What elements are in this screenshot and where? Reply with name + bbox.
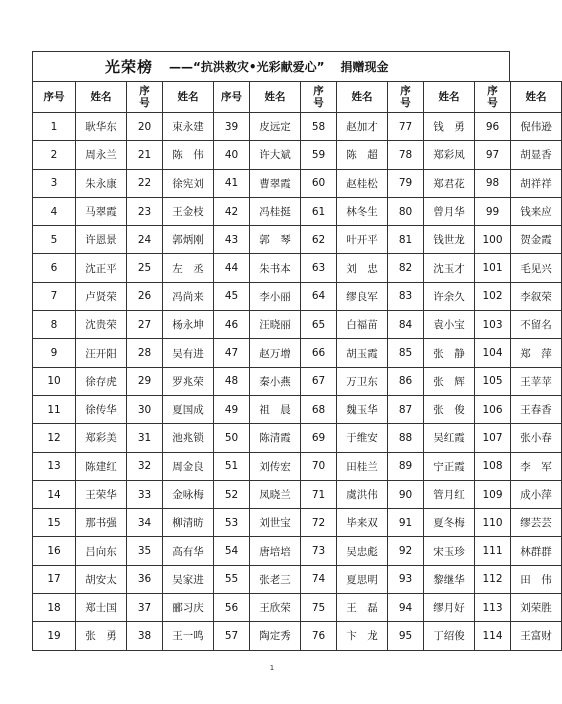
- serial-number-cell: 29: [127, 367, 163, 395]
- serial-number-cell: 78: [388, 141, 424, 169]
- donor-name-cell: 陈 伟: [163, 141, 214, 169]
- donor-name-cell: 冯桂挺: [250, 197, 301, 225]
- donor-name-cell: 卢贤荣: [76, 282, 127, 310]
- table-row: [33, 339, 562, 367]
- serial-number-cell: 3: [33, 169, 76, 197]
- table-row: [33, 424, 562, 452]
- page-subtitle-donation: 捐赠现金: [340, 60, 389, 74]
- serial-number-cell: 21: [127, 141, 163, 169]
- donor-name-cell: 刘 忠: [337, 254, 388, 282]
- donor-name-cell: 周永兰: [76, 141, 127, 169]
- donor-name-cell: 张小春: [511, 424, 562, 452]
- donor-name-cell: 池兆锁: [163, 424, 214, 452]
- serial-number-cell: 87: [388, 395, 424, 423]
- serial-number-cell: 62: [301, 226, 337, 254]
- serial-number-cell: 100: [475, 226, 511, 254]
- donor-name-cell: 林群群: [511, 537, 562, 565]
- serial-number-cell: 107: [475, 424, 511, 452]
- serial-number-cell: 66: [301, 339, 337, 367]
- serial-number-cell: 109: [475, 480, 511, 508]
- serial-number-cell: 101: [475, 254, 511, 282]
- donor-name-cell: 钱 勇: [424, 113, 475, 141]
- serial-number-cell: 74: [301, 565, 337, 593]
- serial-number-cell: 68: [301, 395, 337, 423]
- serial-number-cell: 19: [33, 622, 76, 650]
- donor-name-cell: 许余久: [424, 282, 475, 310]
- donor-name-cell: 许大斌: [250, 141, 301, 169]
- donor-name-cell: 曹翠霞: [250, 169, 301, 197]
- donor-name-cell: 李小丽: [250, 282, 301, 310]
- donor-name-cell: 成小萍: [511, 480, 562, 508]
- table-row: [33, 622, 562, 650]
- serial-number-cell: 42: [214, 197, 250, 225]
- donor-name-cell: 束永建: [163, 113, 214, 141]
- donor-name-cell: 刘世宝: [250, 509, 301, 537]
- donor-name-cell: 张 俊: [424, 395, 475, 423]
- donor-name-cell: 徐宪刘: [163, 169, 214, 197]
- serial-number-cell: 11: [33, 395, 76, 423]
- serial-number-cell: 23: [127, 197, 163, 225]
- serial-number-cell: 49: [214, 395, 250, 423]
- serial-number-cell: 22: [127, 169, 163, 197]
- serial-number-cell: 2: [33, 141, 76, 169]
- donor-name-cell: 缪良军: [337, 282, 388, 310]
- column-header-number: 序 号: [475, 82, 511, 113]
- donor-name-cell: 胡显香: [511, 141, 562, 169]
- donor-name-cell: 马翠霞: [76, 197, 127, 225]
- serial-number-cell: 52: [214, 480, 250, 508]
- serial-number-cell: 24: [127, 226, 163, 254]
- donor-name-cell: 唐培培: [250, 537, 301, 565]
- table-row: [33, 509, 562, 537]
- donor-name-cell: 沈正平: [76, 254, 127, 282]
- serial-number-cell: 54: [214, 537, 250, 565]
- serial-number-cell: 9: [33, 339, 76, 367]
- serial-number-cell: 85: [388, 339, 424, 367]
- table-row: [33, 197, 562, 225]
- donor-name-cell: 沈贵荣: [76, 311, 127, 339]
- serial-number-cell: 112: [475, 565, 511, 593]
- serial-number-cell: 80: [388, 197, 424, 225]
- serial-number-cell: 91: [388, 509, 424, 537]
- donor-name-cell: 高有华: [163, 537, 214, 565]
- donor-name-cell: 叶开平: [337, 226, 388, 254]
- serial-number-cell: 76: [301, 622, 337, 650]
- serial-number-cell: 43: [214, 226, 250, 254]
- donor-name-cell: 胡玉霞: [337, 339, 388, 367]
- donor-name-cell: 郑 萍: [511, 339, 562, 367]
- donor-name-cell: 陈清霞: [250, 424, 301, 452]
- serial-number-cell: 63: [301, 254, 337, 282]
- donor-name-cell: 缪月好: [424, 594, 475, 622]
- serial-number-cell: 56: [214, 594, 250, 622]
- donor-name-cell: 管月红: [424, 480, 475, 508]
- serial-number-cell: 40: [214, 141, 250, 169]
- donor-name-cell: 倪伟逊: [511, 113, 562, 141]
- donor-name-cell: 钱来应: [511, 197, 562, 225]
- serial-number-cell: 16: [33, 537, 76, 565]
- serial-number-cell: 45: [214, 282, 250, 310]
- donor-name-cell: 虞洪伟: [337, 480, 388, 508]
- donor-name-cell: 郦习庆: [163, 594, 214, 622]
- serial-number-cell: 1: [33, 113, 76, 141]
- serial-number-cell: 64: [301, 282, 337, 310]
- donor-name-cell: 金咏梅: [163, 480, 214, 508]
- column-header-name: 姓名: [337, 82, 388, 113]
- donor-name-cell: 李叙荣: [511, 282, 562, 310]
- serial-number-cell: 33: [127, 480, 163, 508]
- donor-name-cell: 张 勇: [76, 622, 127, 650]
- serial-number-cell: 35: [127, 537, 163, 565]
- donor-name-cell: 陈建红: [76, 452, 127, 480]
- donor-name-cell: 朱永康: [76, 169, 127, 197]
- table-row: [33, 226, 562, 254]
- donor-name-cell: 徐传华: [76, 395, 127, 423]
- serial-number-cell: 44: [214, 254, 250, 282]
- donor-name-cell: 刘传宏: [250, 452, 301, 480]
- table-row: [33, 480, 562, 508]
- serial-number-cell: 28: [127, 339, 163, 367]
- donor-name-cell: 皮远定: [250, 113, 301, 141]
- page-subtitle: ——“抗洪救灾•光彩献爱心”: [169, 60, 325, 74]
- donor-name-cell: 不留名: [511, 311, 562, 339]
- donor-table: [32, 81, 562, 651]
- serial-number-cell: 102: [475, 282, 511, 310]
- serial-number-cell: 86: [388, 367, 424, 395]
- column-header-number: 序 号: [301, 82, 337, 113]
- donor-name-cell: 沈玉才: [424, 254, 475, 282]
- serial-number-cell: 104: [475, 339, 511, 367]
- serial-number-cell: 17: [33, 565, 76, 593]
- serial-number-cell: 113: [475, 594, 511, 622]
- donor-name-cell: 田 伟: [511, 565, 562, 593]
- serial-number-cell: 27: [127, 311, 163, 339]
- serial-number-cell: 89: [388, 452, 424, 480]
- column-header-number: 序号: [214, 82, 250, 113]
- donor-name-cell: 汪开阳: [76, 339, 127, 367]
- serial-number-cell: 48: [214, 367, 250, 395]
- column-header-name: 姓名: [250, 82, 301, 113]
- serial-number-cell: 110: [475, 509, 511, 537]
- donor-name-cell: 凤晓兰: [250, 480, 301, 508]
- table-row: [33, 367, 562, 395]
- donor-name-cell: 赵桂松: [337, 169, 388, 197]
- donor-name-cell: 陶定秀: [250, 622, 301, 650]
- serial-number-cell: 106: [475, 395, 511, 423]
- donor-name-cell: 吴有进: [163, 339, 214, 367]
- serial-number-cell: 114: [475, 622, 511, 650]
- table-header-row: [33, 82, 562, 113]
- table-body: [33, 113, 562, 651]
- donor-name-cell: 杨永坤: [163, 311, 214, 339]
- serial-number-cell: 59: [301, 141, 337, 169]
- table-row: [33, 537, 562, 565]
- donor-name-cell: 耿华东: [76, 113, 127, 141]
- serial-number-cell: 69: [301, 424, 337, 452]
- donor-name-cell: 田桂兰: [337, 452, 388, 480]
- donor-name-cell: 林冬生: [337, 197, 388, 225]
- donor-name-cell: 郑彩凤: [424, 141, 475, 169]
- serial-number-cell: 25: [127, 254, 163, 282]
- serial-number-cell: 73: [301, 537, 337, 565]
- honor-roll-sheet: [32, 51, 552, 651]
- donor-name-cell: 胡祥祥: [511, 169, 562, 197]
- donor-name-cell: 白福苗: [337, 311, 388, 339]
- serial-number-cell: 12: [33, 424, 76, 452]
- serial-number-cell: 82: [388, 254, 424, 282]
- serial-number-cell: 15: [33, 509, 76, 537]
- title-row: [32, 51, 510, 81]
- serial-number-cell: 70: [301, 452, 337, 480]
- donor-name-cell: 张老三: [250, 565, 301, 593]
- donor-name-cell: 许恩景: [76, 226, 127, 254]
- serial-number-cell: 58: [301, 113, 337, 141]
- donor-name-cell: 秦小燕: [250, 367, 301, 395]
- serial-number-cell: 37: [127, 594, 163, 622]
- donor-name-cell: 王荣华: [76, 480, 127, 508]
- table-row: [33, 594, 562, 622]
- serial-number-cell: 71: [301, 480, 337, 508]
- serial-number-cell: 14: [33, 480, 76, 508]
- serial-number-cell: 36: [127, 565, 163, 593]
- donor-name-cell: 郑士国: [76, 594, 127, 622]
- donor-name-cell: 汪晓丽: [250, 311, 301, 339]
- donor-name-cell: 罗兆荣: [163, 367, 214, 395]
- serial-number-cell: 60: [301, 169, 337, 197]
- donor-name-cell: 魏玉华: [337, 395, 388, 423]
- serial-number-cell: 6: [33, 254, 76, 282]
- serial-number-cell: 95: [388, 622, 424, 650]
- donor-name-cell: 吴家进: [163, 565, 214, 593]
- donor-name-cell: 李 军: [511, 452, 562, 480]
- page-title: 光荣榜: [105, 58, 154, 76]
- donor-name-cell: 宋玉珍: [424, 537, 475, 565]
- table-row: [33, 141, 562, 169]
- table-row: [33, 282, 562, 310]
- serial-number-cell: 41: [214, 169, 250, 197]
- donor-name-cell: 卞 龙: [337, 622, 388, 650]
- serial-number-cell: 39: [214, 113, 250, 141]
- serial-number-cell: 97: [475, 141, 511, 169]
- donor-name-cell: 王富财: [511, 622, 562, 650]
- serial-number-cell: 65: [301, 311, 337, 339]
- serial-number-cell: 99: [475, 197, 511, 225]
- donor-name-cell: 祖 晨: [250, 395, 301, 423]
- donor-name-cell: 吴忠彪: [337, 537, 388, 565]
- serial-number-cell: 7: [33, 282, 76, 310]
- column-header-number: 序号: [33, 82, 76, 113]
- serial-number-cell: 8: [33, 311, 76, 339]
- serial-number-cell: 90: [388, 480, 424, 508]
- donor-name-cell: 丁绍俊: [424, 622, 475, 650]
- serial-number-cell: 88: [388, 424, 424, 452]
- serial-number-cell: 96: [475, 113, 511, 141]
- serial-number-cell: 34: [127, 509, 163, 537]
- serial-number-cell: 81: [388, 226, 424, 254]
- donor-name-cell: 钱世龙: [424, 226, 475, 254]
- donor-name-cell: 吕向东: [76, 537, 127, 565]
- donor-name-cell: 郭 琴: [250, 226, 301, 254]
- donor-name-cell: 夏思明: [337, 565, 388, 593]
- donor-name-cell: 贺金霞: [511, 226, 562, 254]
- donor-name-cell: 于维安: [337, 424, 388, 452]
- table-row: [33, 254, 562, 282]
- donor-name-cell: 毕来双: [337, 509, 388, 537]
- donor-name-cell: 夏国成: [163, 395, 214, 423]
- serial-number-cell: 67: [301, 367, 337, 395]
- donor-name-cell: 柳清昉: [163, 509, 214, 537]
- serial-number-cell: 47: [214, 339, 250, 367]
- serial-number-cell: 20: [127, 113, 163, 141]
- serial-number-cell: 94: [388, 594, 424, 622]
- donor-name-cell: 王金枝: [163, 197, 214, 225]
- column-header-number: 序 号: [127, 82, 163, 113]
- donor-name-cell: 徐存虎: [76, 367, 127, 395]
- serial-number-cell: 92: [388, 537, 424, 565]
- serial-number-cell: 51: [214, 452, 250, 480]
- serial-number-cell: 75: [301, 594, 337, 622]
- donor-name-cell: 宁正霞: [424, 452, 475, 480]
- table-row: [33, 169, 562, 197]
- donor-name-cell: 黎继华: [424, 565, 475, 593]
- column-header-number: 序 号: [388, 82, 424, 113]
- donor-name-cell: 万卫东: [337, 367, 388, 395]
- serial-number-cell: 53: [214, 509, 250, 537]
- serial-number-cell: 79: [388, 169, 424, 197]
- donor-name-cell: 陈 超: [337, 141, 388, 169]
- serial-number-cell: 26: [127, 282, 163, 310]
- donor-name-cell: 王苹苹: [511, 367, 562, 395]
- donor-name-cell: 左 丞: [163, 254, 214, 282]
- donor-name-cell: 王欣荣: [250, 594, 301, 622]
- serial-number-cell: 46: [214, 311, 250, 339]
- serial-number-cell: 5: [33, 226, 76, 254]
- donor-name-cell: 郑彩美: [76, 424, 127, 452]
- donor-name-cell: 王春香: [511, 395, 562, 423]
- donor-name-cell: 张 静: [424, 339, 475, 367]
- donor-name-cell: 周金良: [163, 452, 214, 480]
- column-header-name: 姓名: [163, 82, 214, 113]
- table-row: [33, 395, 562, 423]
- donor-name-cell: 曾月华: [424, 197, 475, 225]
- table-row: [33, 565, 562, 593]
- column-header-name: 姓名: [511, 82, 562, 113]
- donor-name-cell: 刘荣胜: [511, 594, 562, 622]
- table-row: [33, 452, 562, 480]
- serial-number-cell: 61: [301, 197, 337, 225]
- donor-name-cell: 毛见兴: [511, 254, 562, 282]
- serial-number-cell: 111: [475, 537, 511, 565]
- donor-name-cell: 朱书本: [250, 254, 301, 282]
- donor-name-cell: 王一鸣: [163, 622, 214, 650]
- serial-number-cell: 77: [388, 113, 424, 141]
- serial-number-cell: 38: [127, 622, 163, 650]
- donor-name-cell: 夏冬梅: [424, 509, 475, 537]
- serial-number-cell: 55: [214, 565, 250, 593]
- donor-name-cell: 冯尚来: [163, 282, 214, 310]
- serial-number-cell: 10: [33, 367, 76, 395]
- donor-name-cell: 郑君花: [424, 169, 475, 197]
- donor-name-cell: 吴红霞: [424, 424, 475, 452]
- donor-name-cell: 赵加才: [337, 113, 388, 141]
- serial-number-cell: 93: [388, 565, 424, 593]
- serial-number-cell: 57: [214, 622, 250, 650]
- serial-number-cell: 108: [475, 452, 511, 480]
- donor-name-cell: 胡安太: [76, 565, 127, 593]
- serial-number-cell: 30: [127, 395, 163, 423]
- serial-number-cell: 84: [388, 311, 424, 339]
- donor-name-cell: 郭炳刚: [163, 226, 214, 254]
- donor-name-cell: 赵万增: [250, 339, 301, 367]
- serial-number-cell: 13: [33, 452, 76, 480]
- donor-name-cell: 王 磊: [337, 594, 388, 622]
- serial-number-cell: 98: [475, 169, 511, 197]
- serial-number-cell: 72: [301, 509, 337, 537]
- serial-number-cell: 32: [127, 452, 163, 480]
- donor-name-cell: 袁小宝: [424, 311, 475, 339]
- table-row: [33, 113, 562, 141]
- serial-number-cell: 105: [475, 367, 511, 395]
- donor-name-cell: 张 辉: [424, 367, 475, 395]
- serial-number-cell: 4: [33, 197, 76, 225]
- table-row: [33, 311, 562, 339]
- serial-number-cell: 18: [33, 594, 76, 622]
- column-header-name: 姓名: [424, 82, 475, 113]
- donor-name-cell: 那书强: [76, 509, 127, 537]
- serial-number-cell: 83: [388, 282, 424, 310]
- donor-name-cell: 缪芸芸: [511, 509, 562, 537]
- serial-number-cell: 31: [127, 424, 163, 452]
- serial-number-cell: 50: [214, 424, 250, 452]
- page-number: 1: [269, 664, 275, 672]
- column-header-name: 姓名: [76, 82, 127, 113]
- serial-number-cell: 103: [475, 311, 511, 339]
